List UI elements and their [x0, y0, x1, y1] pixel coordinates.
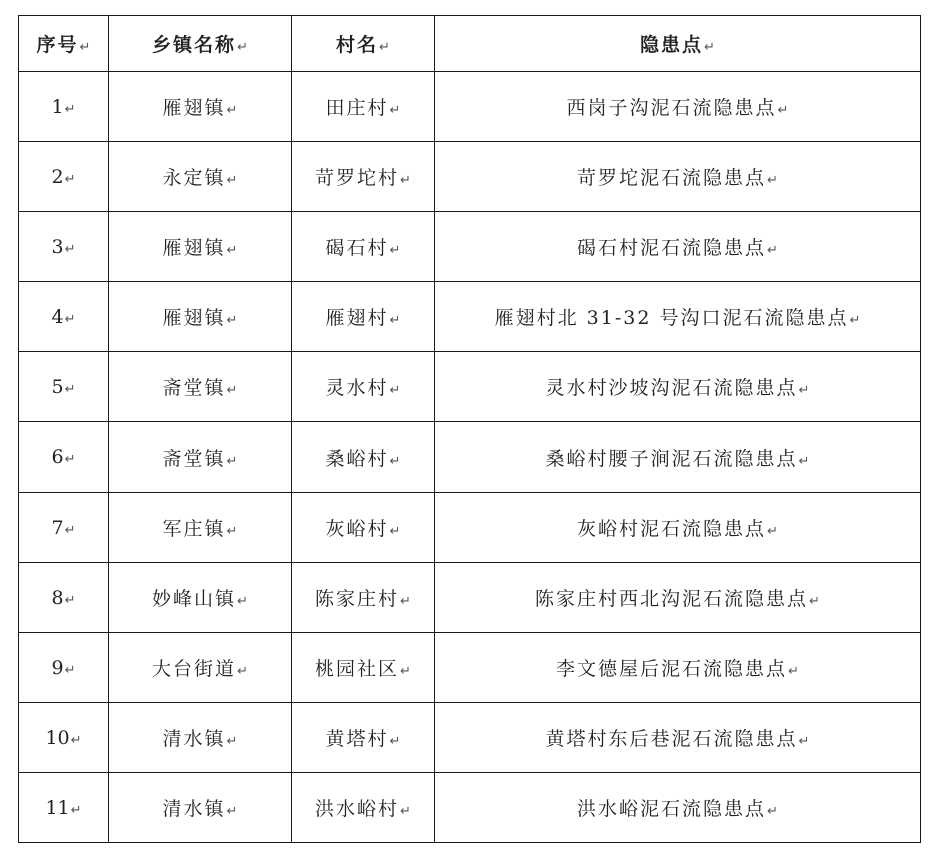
paragraph-mark-icon: ↵ [64, 171, 76, 187]
cell-hazard-text: 灰峪村泥石流隐患点 [577, 518, 767, 540]
cell-no [19, 703, 109, 773]
paragraph-mark-icon: ↵ [226, 313, 238, 328]
paragraph-mark-icon: ↵ [389, 103, 401, 118]
cell-village [292, 212, 435, 282]
cell-no [19, 493, 109, 563]
cell-village [292, 352, 435, 422]
paragraph-mark-icon: ↵ [64, 592, 76, 608]
header-cell-town: 乡镇名称↵ [109, 16, 292, 72]
cell-no [19, 633, 109, 703]
paragraph-mark-icon: ↵ [389, 734, 401, 749]
cell-hazard-text: 黄塔村东后巷泥石流隐患点 [545, 728, 798, 750]
table-row [19, 72, 921, 142]
cell-village-text: 碣石村 [325, 237, 389, 259]
table-row [19, 493, 921, 563]
cell-town-text: 清水镇 [162, 798, 226, 820]
cell-no-text: 3 [51, 235, 64, 258]
table-row [19, 703, 921, 773]
cell-no-text: 7 [51, 516, 64, 539]
header-cell-no: 序号↵ [19, 16, 109, 72]
cell-town-text: 清水镇 [162, 728, 226, 750]
cell-no [19, 282, 109, 352]
cell-town-text: 斋堂镇 [162, 447, 226, 470]
hazard-table [18, 15, 921, 843]
cell-hazard-text: 李文德屋后泥石流隐患点 [556, 658, 788, 680]
paragraph-mark-icon: ↵ [226, 243, 238, 258]
paragraph-mark-icon: ↵ [237, 594, 248, 609]
paragraph-mark-icon: ↵ [64, 381, 76, 397]
cell-town [109, 703, 292, 773]
cell-no-text: 10 [45, 726, 70, 749]
cell-no [19, 72, 109, 142]
cell-town [109, 142, 292, 212]
paragraph-mark-icon: ↵ [226, 103, 238, 118]
paragraph-mark-icon: ↵ [767, 804, 778, 819]
table-row [19, 352, 921, 422]
paragraph-mark-icon: ↵ [400, 804, 411, 819]
paragraph-mark-icon: ↵ [798, 453, 810, 469]
cell-town-text: 大台街道 [152, 658, 237, 680]
cell-town [109, 563, 292, 633]
paragraph-mark-icon: ↵ [64, 522, 76, 538]
paragraph-mark-icon: ↵ [79, 40, 91, 55]
table-row [19, 422, 921, 493]
cell-village [292, 72, 435, 142]
cell-hazard [435, 352, 921, 422]
paragraph-mark-icon: ↵ [849, 313, 861, 328]
paragraph-mark-icon: ↵ [809, 594, 820, 609]
cell-village-text: 苛罗坨村 [315, 167, 400, 189]
table-row [19, 282, 921, 352]
cell-village-text: 桃园社区 [315, 658, 400, 680]
cell-village [292, 703, 435, 773]
paragraph-mark-icon: ↵ [777, 103, 789, 118]
header-cell-hazard: 隐患点↵ [435, 16, 921, 72]
cell-hazard-text: 碣石村泥石流隐患点 [577, 237, 767, 259]
cell-no-text: 2 [51, 165, 64, 188]
cell-village-text: 黄塔村 [325, 728, 389, 750]
cell-town-text: 雁翅镇 [162, 307, 226, 329]
cell-hazard [435, 703, 921, 773]
paragraph-mark-icon: ↵ [788, 664, 799, 679]
header-cell-village: 村名↵ [292, 16, 435, 72]
paragraph-mark-icon: ↵ [767, 243, 778, 258]
cell-hazard-text: 洪水峪泥石流隐患点 [577, 798, 767, 820]
cell-no-text: 4 [51, 305, 64, 328]
table-row [19, 773, 921, 843]
paragraph-mark-icon: ↵ [226, 453, 238, 469]
cell-town-text: 雁翅镇 [162, 237, 226, 259]
cell-village-text: 陈家庄村 [315, 588, 400, 610]
cell-no-text: 8 [51, 586, 64, 609]
paragraph-mark-icon: ↵ [389, 313, 401, 328]
cell-town-text: 妙峰山镇 [152, 588, 237, 610]
cell-town-text: 永定镇 [162, 167, 226, 189]
paragraph-mark-icon: ↵ [237, 664, 248, 679]
paragraph-mark-icon: ↵ [767, 173, 778, 188]
cell-village [292, 633, 435, 703]
cell-town [109, 633, 292, 703]
cell-no [19, 142, 109, 212]
cell-no [19, 563, 109, 633]
cell-hazard [435, 493, 921, 563]
paragraph-mark-icon: ↵ [64, 241, 76, 257]
table-row [19, 633, 921, 703]
paragraph-mark-icon: ↵ [798, 734, 810, 749]
paragraph-mark-icon: ↵ [70, 732, 82, 748]
paragraph-mark-icon: ↵ [389, 453, 401, 469]
cell-town [109, 422, 292, 493]
cell-village [292, 422, 435, 493]
cell-village-text: 灰峪村 [325, 518, 389, 540]
paragraph-mark-icon: ↵ [64, 101, 76, 117]
cell-village [292, 282, 435, 352]
cell-no-text: 1 [51, 95, 64, 118]
document-page [18, 15, 921, 843]
table-row [19, 563, 921, 633]
table-body [19, 72, 921, 843]
paragraph-mark-icon: ↵ [389, 243, 401, 258]
cell-village [292, 563, 435, 633]
cell-town [109, 773, 292, 843]
paragraph-mark-icon: ↵ [389, 383, 401, 398]
paragraph-mark-icon: ↵ [64, 452, 76, 467]
cell-town [109, 493, 292, 563]
cell-town [109, 72, 292, 142]
paragraph-mark-icon: ↵ [226, 524, 238, 539]
paragraph-mark-icon: ↵ [226, 173, 238, 188]
paragraph-mark-icon: ↵ [389, 524, 401, 539]
table-header-row [19, 16, 921, 72]
cell-village-text: 桑峪村 [325, 447, 389, 470]
cell-hazard [435, 212, 921, 282]
cell-town [109, 352, 292, 422]
cell-village-text: 灵水村 [325, 377, 389, 399]
paragraph-mark-icon: ↵ [767, 524, 778, 539]
cell-village [292, 493, 435, 563]
paragraph-mark-icon: ↵ [64, 311, 76, 327]
cell-hazard [435, 142, 921, 212]
cell-hazard-text: 西岗子沟泥石流隐患点 [566, 97, 777, 119]
paragraph-mark-icon: ↵ [400, 594, 411, 609]
cell-village-text: 雁翅村 [325, 307, 389, 329]
cell-hazard [435, 563, 921, 633]
cell-no-text: 6 [51, 446, 64, 468]
cell-no-text: 9 [51, 656, 64, 679]
table-row [19, 142, 921, 212]
cell-town [109, 212, 292, 282]
cell-no [19, 422, 109, 493]
cell-village-text: 田庄村 [325, 97, 389, 119]
paragraph-mark-icon: ↵ [226, 734, 238, 749]
paragraph-mark-icon: ↵ [379, 40, 390, 55]
paragraph-mark-icon: ↵ [400, 173, 411, 188]
cell-no-text: 5 [51, 375, 64, 398]
paragraph-mark-icon: ↵ [70, 802, 82, 818]
paragraph-mark-icon: ↵ [400, 664, 411, 679]
cell-hazard [435, 773, 921, 843]
paragraph-mark-icon: ↵ [226, 804, 238, 819]
table-row [19, 212, 921, 282]
cell-village [292, 773, 435, 843]
cell-village [292, 142, 435, 212]
paragraph-mark-icon: ↵ [704, 40, 715, 55]
paragraph-mark-icon: ↵ [64, 662, 76, 678]
cell-no [19, 212, 109, 282]
cell-no [19, 352, 109, 422]
paragraph-mark-icon: ↵ [798, 383, 810, 398]
cell-hazard-text: 桑峪村腰子涧泥石流隐患点 [545, 447, 798, 470]
cell-hazard [435, 633, 921, 703]
cell-town-text: 军庄镇 [162, 518, 226, 540]
cell-no [19, 773, 109, 843]
paragraph-mark-icon: ↵ [226, 383, 238, 398]
paragraph-mark-icon: ↵ [237, 40, 248, 55]
cell-hazard-text: 苛罗坨泥石流隐患点 [577, 167, 767, 189]
cell-town [109, 282, 292, 352]
cell-hazard [435, 282, 921, 352]
cell-town-text: 雁翅镇 [162, 97, 226, 119]
cell-hazard-text: 雁翅村北 31-32 号沟口泥石流隐患点 [494, 307, 849, 329]
cell-hazard [435, 422, 921, 493]
cell-village-text: 洪水峪村 [315, 798, 400, 820]
cell-town-text: 斋堂镇 [162, 377, 226, 399]
cell-no-text: 11 [45, 796, 70, 819]
cell-hazard-text: 陈家庄村西北沟泥石流隐患点 [535, 588, 809, 610]
cell-hazard [435, 72, 921, 142]
cell-hazard-text: 灵水村沙坡沟泥石流隐患点 [545, 377, 798, 399]
